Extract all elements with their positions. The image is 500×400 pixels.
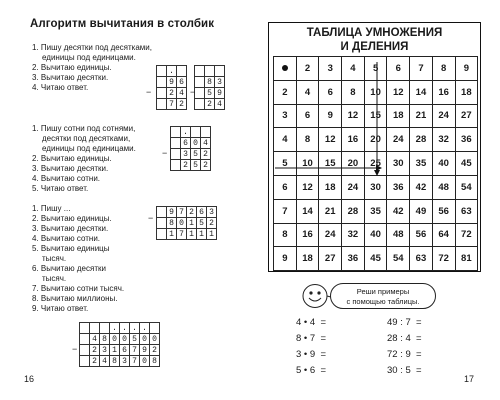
table-row [274,152,478,176]
table-cell: 24 [342,175,365,199]
table-cell: 54 [455,175,478,199]
exercise-item: 5 • 6 = [296,365,326,376]
table-cell: 4 [342,57,365,81]
page-number-right: 17 [464,374,475,384]
list-item: 2. Вычитаю единицы. [32,63,112,72]
table-cell: 8 [296,128,319,152]
table-cell: 64 [432,223,455,247]
subtraction-example-millions: . . . . 4 8 0 0 5 0 0 2 3 1 6 7 9 2 2 4 8 3 7 0 8 [79,322,160,367]
table-cell: 28 [342,199,365,223]
bubble-line2: с помощью таблицы. [346,296,420,306]
subtraction-example-hundreds: . 6 0 4 3 5 2 2 5 2 [170,126,211,171]
table-cell: 20 [342,152,365,176]
list-item: 4. Читаю ответ. [32,83,89,92]
list-item: 7. Вычитаю сотни тысяч. [32,284,125,293]
bubble-line1: Реши примеры [356,287,410,296]
table-row [274,175,478,199]
table-cell: 5 [364,57,387,81]
list-item: 9. Читаю ответ. [32,304,89,313]
table-cell: 7 [410,57,433,81]
list-item: 8. Вычитаю миллионы. [32,294,118,303]
table-cell: 12 [342,104,365,128]
table-cell: 81 [455,247,478,271]
table-cell: 9 [319,104,342,128]
list-item: 6. Вычитаю десятки [32,264,106,273]
table-cell: 54 [387,247,410,271]
table-cell: 5 [274,152,297,176]
table-cell: 48 [432,175,455,199]
table-cell: 42 [410,175,433,199]
list-item: 3. Вычитаю десятки. [32,224,109,233]
table-row [274,104,478,128]
table-cell: 21 [410,104,433,128]
table-cell: 49 [410,199,433,223]
table-row [274,199,478,223]
subtraction-example-thousands: 9 7 2 6 3 8 0 1 5 2 1 7 1 1 1 [156,206,217,240]
table-row [274,80,478,104]
minus-sign: − [190,87,196,97]
table-cell: 63 [455,199,478,223]
table-cell [274,57,297,81]
multiplication-table [273,56,478,271]
list-item: 5. Вычитаю единицы [32,244,110,253]
table-cell: 10 [364,80,387,104]
table-row [274,223,478,247]
table-cell: 24 [432,104,455,128]
list-item: 3. Вычитаю десятки. [32,73,109,82]
table-row [274,57,478,81]
table-cell: 18 [319,175,342,199]
table-cell: 56 [432,199,455,223]
table-cell: 2 [274,80,297,104]
list-item: 4. Вычитаю сотни. [32,234,101,243]
list-item: тысяч. [42,274,67,283]
table-cell: 9 [274,247,297,271]
table-cell: 3 [274,104,297,128]
table-cell: 25 [364,152,387,176]
exercise-item: 49 : 7 = [387,317,422,328]
table-cell: 40 [432,152,455,176]
smiley-face-icon [301,283,331,309]
list-item: 4. Вычитаю сотни. [32,174,101,183]
table-cell: 45 [364,247,387,271]
table-cell: 9 [455,57,478,81]
list-item: 2. Вычитаю единицы. [32,154,112,163]
multiplication-exercises [296,317,326,381]
table-cell: 35 [364,199,387,223]
minus-sign: − [162,148,168,158]
table-cell: 14 [410,80,433,104]
table-cell: 24 [319,223,342,247]
table-cell: 8 [342,80,365,104]
table-cell: 12 [319,128,342,152]
table-cell: 42 [387,199,410,223]
table-cell: 35 [410,152,433,176]
exercise-item: 30 : 5 = [387,365,422,376]
exercise-item: 72 : 9 = [387,349,422,360]
table-cell: 27 [455,104,478,128]
table-cell: 72 [455,223,478,247]
table-cell: 6 [319,80,342,104]
table-cell: 20 [364,128,387,152]
list-item: единицы под единицами. [42,144,136,153]
table-title [269,26,480,54]
table-cell: 72 [432,247,455,271]
minus-sign: − [148,213,154,223]
exercise-item: 3 • 9 = [296,349,326,360]
left-page-title: Алгоритм вычитания в столбик [30,18,215,30]
list-item: 3. Вычитаю десятки. [32,164,109,173]
minus-sign: − [146,87,152,97]
table-cell: 16 [432,80,455,104]
table-cell: 12 [387,80,410,104]
exercise-item: 8 • 7 = [296,333,326,344]
section2-steps [32,124,136,194]
table-cell: 56 [410,223,433,247]
multiply-dot-icon [282,65,288,71]
section3-steps [32,204,124,314]
table-cell: 15 [364,104,387,128]
table-cell: 6 [296,104,319,128]
list-item: 5. Читаю ответ. [32,184,89,193]
table-cell: 12 [296,175,319,199]
table-row [274,128,478,152]
exercise-item: 28 : 4 = [387,333,422,344]
table-cell: 4 [296,80,319,104]
table-cell: 8 [432,57,455,81]
list-item: десятки под десятками, [42,134,131,143]
table-cell: 27 [319,247,342,271]
table-cell: 30 [364,175,387,199]
table-cell: 45 [455,152,478,176]
table-cell: 32 [342,223,365,247]
table-cell: 7 [274,199,297,223]
subtraction-example-a: . 9 6 8 3 2 4 5 9 7 2 2 4 [156,65,225,110]
table-cell: 3 [319,57,342,81]
table-cell: 48 [387,223,410,247]
list-item: 1. Пишу ... [32,204,71,213]
table-cell: 4 [274,128,297,152]
table-cell: 8 [274,223,297,247]
table-cell: 6 [387,57,410,81]
table-cell: 18 [387,104,410,128]
table-cell: 36 [455,128,478,152]
list-item: 2. Вычитаю единицы. [32,214,112,223]
table-cell: 36 [342,247,365,271]
table-title-line2: И ДЕЛЕНИЯ [340,41,409,53]
section1-steps [32,43,152,93]
table-cell: 16 [296,223,319,247]
table-cell: 21 [319,199,342,223]
speech-bubble [330,283,436,309]
list-item: 1. Пишу сотни под сотнями, [32,124,136,133]
table-cell: 18 [296,247,319,271]
multiplication-table-box [268,22,481,272]
list-item: 1. Пишу десятки под десятками, [32,43,152,52]
table-cell: 24 [387,128,410,152]
list-item: тысяч. [42,254,67,263]
table-cell: 32 [432,128,455,152]
table-row [274,247,478,271]
table-cell: 30 [387,152,410,176]
table-cell: 6 [274,175,297,199]
table-cell: 2 [296,57,319,81]
table-cell: 63 [410,247,433,271]
minus-sign: − [72,344,78,354]
list-item: единицы под единицами. [42,53,136,62]
division-exercises [387,317,422,381]
table-cell: 15 [319,152,342,176]
table-cell: 18 [455,80,478,104]
table-cell: 36 [387,175,410,199]
table-cell: 28 [410,128,433,152]
exercise-item: 4 • 4 = [296,317,326,328]
table-cell: 10 [296,152,319,176]
table-cell: 14 [296,199,319,223]
page-number-left: 16 [24,374,35,384]
table-title-line1: ТАБЛИЦА УМНОЖЕНИЯ [306,27,443,39]
table-cell: 40 [364,223,387,247]
table-cell: 16 [342,128,365,152]
